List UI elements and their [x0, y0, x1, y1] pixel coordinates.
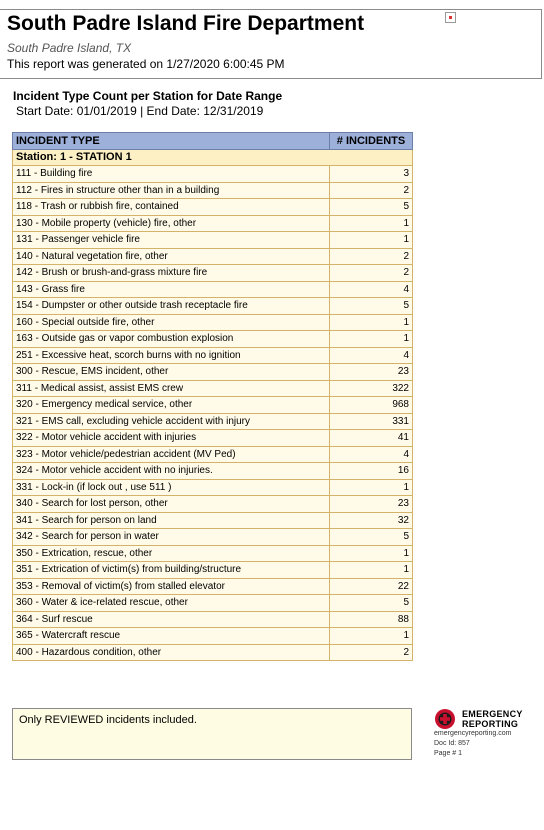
incident-count-cell: 4 — [330, 446, 413, 463]
incident-count-cell: 23 — [330, 364, 413, 381]
table-row — [13, 496, 413, 513]
table-body — [13, 149, 413, 661]
incident-count-cell: 4 — [330, 281, 413, 298]
incident-type-cell: 321 - EMS call, excluding vehicle accident with injury — [13, 413, 330, 430]
table-row — [13, 397, 413, 414]
incident-type-cell: 140 - Natural vegetation fire, other — [13, 248, 330, 265]
table-row — [13, 298, 413, 315]
table-row — [13, 314, 413, 331]
incident-count-cell: 4 — [330, 347, 413, 364]
incident-type-cell: 342 - Search for person in water — [13, 529, 330, 546]
incident-type-cell: 351 - Extrication of victim(s) from building/structure — [13, 562, 330, 579]
incident-count-cell: 41 — [330, 430, 413, 447]
incident-count-cell: 1 — [330, 215, 413, 232]
table-row — [13, 380, 413, 397]
incident-count-cell: 5 — [330, 529, 413, 546]
incident-count-cell: 1 — [330, 331, 413, 348]
broken-image-icon — [445, 12, 456, 23]
incident-type-cell: 163 - Outside gas or vapor combustion explosion — [13, 331, 330, 348]
incident-type-cell: 340 - Search for lost person, other — [13, 496, 330, 513]
incident-type-cell: 143 - Grass fire — [13, 281, 330, 298]
table-row — [13, 281, 413, 298]
incident-type-cell: 350 - Extrication, rescue, other — [13, 545, 330, 562]
incident-count-cell: 88 — [330, 611, 413, 628]
incident-count-cell: 2 — [330, 248, 413, 265]
table-row — [13, 595, 413, 612]
brand-name-line-2: REPORTING — [462, 719, 519, 729]
station-label: Station: 1 - STATION 1 — [13, 149, 413, 166]
incident-type-cell: 160 - Special outside fire, other — [13, 314, 330, 331]
table-row — [13, 331, 413, 348]
generated-timestamp: This report was generated on 1/27/2020 6:00:45 PM — [7, 57, 285, 71]
incident-count-cell: 331 — [330, 413, 413, 430]
table-row — [13, 413, 413, 430]
report-header — [0, 9, 542, 79]
incident-count-cell: 322 — [330, 380, 413, 397]
incident-count-cell: 23 — [330, 496, 413, 513]
incident-type-cell: 311 - Medical assist, assist EMS crew — [13, 380, 330, 397]
brand-website: emergencyreporting.com — [434, 730, 512, 737]
incident-type-cell: 154 - Dumpster or other outside trash receptacle fire — [13, 298, 330, 315]
review-note-text: Only REVIEWED incidents included. — [19, 714, 197, 726]
table-header-row — [13, 133, 413, 150]
incident-count-cell: 1 — [330, 232, 413, 249]
department-title: South Padre Island Fire Department — [7, 12, 365, 35]
review-note — [12, 708, 412, 760]
incident-type-cell: 322 - Motor vehicle accident with injuries — [13, 430, 330, 447]
table-row — [13, 529, 413, 546]
table-row — [13, 463, 413, 480]
table-row — [13, 248, 413, 265]
table-row — [13, 166, 413, 183]
incident-type-cell: 131 - Passenger vehicle fire — [13, 232, 330, 249]
incident-type-cell: 360 - Water & ice-related rescue, other — [13, 595, 330, 612]
incident-type-cell: 112 - Fires in structure other than in a building — [13, 182, 330, 199]
table-row — [13, 479, 413, 496]
incident-type-cell: 364 - Surf rescue — [13, 611, 330, 628]
incident-count-cell: 1 — [330, 562, 413, 579]
incident-count-cell: 968 — [330, 397, 413, 414]
brand-name-line-1: EMERGENCY — [462, 709, 523, 719]
incident-type-cell: 400 - Hazardous condition, other — [13, 644, 330, 661]
table-row — [13, 215, 413, 232]
incident-count-cell: 22 — [330, 578, 413, 595]
incident-count-cell: 32 — [330, 512, 413, 529]
report-date-range: Start Date: 01/01/2019 | End Date: 12/31/2019 — [16, 104, 264, 118]
incident-type-cell: 365 - Watercraft rescue — [13, 628, 330, 645]
page-number: Page # 1 — [434, 750, 463, 757]
department-location: South Padre Island, TX — [7, 41, 132, 55]
table-row — [13, 182, 413, 199]
incident-count-cell: 3 — [330, 166, 413, 183]
incident-count-cell: 5 — [330, 199, 413, 216]
table-row — [13, 364, 413, 381]
incident-count-cell: 1 — [330, 314, 413, 331]
incident-type-cell: 353 - Removal of victim(s) from stalled elevator — [13, 578, 330, 595]
report-title: Incident Type Count per Station for Date Range — [13, 89, 283, 103]
table-row — [13, 347, 413, 364]
table-row — [13, 446, 413, 463]
table-row — [13, 644, 413, 661]
incident-type-cell: 324 - Motor vehicle accident with no injuries. — [13, 463, 330, 480]
emergency-reporting-logo-icon — [434, 708, 456, 730]
incident-type-cell: 251 - Excessive heat, scorch burns with no ignition — [13, 347, 330, 364]
incident-count-cell: 1 — [330, 545, 413, 562]
brand-block — [434, 708, 542, 764]
table-row — [13, 562, 413, 579]
table-row — [13, 199, 413, 216]
table-row — [13, 628, 413, 645]
station-group-row — [13, 149, 413, 166]
incident-type-cell: 320 - Emergency medical service, other — [13, 397, 330, 414]
incident-count-cell: 16 — [330, 463, 413, 480]
table-row — [13, 265, 413, 282]
incident-count-cell: 5 — [330, 298, 413, 315]
table-row — [13, 545, 413, 562]
incident-count-cell: 2 — [330, 265, 413, 282]
incident-count-cell: 5 — [330, 595, 413, 612]
incident-type-cell: 111 - Building fire — [13, 166, 330, 183]
incident-count-cell: 1 — [330, 479, 413, 496]
incident-type-cell: 142 - Brush or brush-and-grass mixture fire — [13, 265, 330, 282]
brand-name — [462, 709, 523, 729]
incident-table — [12, 132, 413, 661]
doc-id: Doc Id: 857 — [434, 740, 470, 747]
column-header-incident-count: # INCIDENTS — [330, 133, 413, 150]
incident-count-cell: 2 — [330, 182, 413, 199]
table-row — [13, 578, 413, 595]
table-row — [13, 611, 413, 628]
incident-type-cell: 118 - Trash or rubbish fire, contained — [13, 199, 330, 216]
incident-type-cell: 300 - Rescue, EMS incident, other — [13, 364, 330, 381]
incident-count-cell: 2 — [330, 644, 413, 661]
incident-type-cell: 130 - Mobile property (vehicle) fire, other — [13, 215, 330, 232]
incident-type-cell: 341 - Search for person on land — [13, 512, 330, 529]
incident-type-cell: 323 - Motor vehicle/pedestrian accident (MV Ped) — [13, 446, 330, 463]
table-row — [13, 430, 413, 447]
incident-type-cell: 331 - Lock-in (if lock out , use 511 ) — [13, 479, 330, 496]
table-row — [13, 232, 413, 249]
table-row — [13, 512, 413, 529]
incident-count-cell: 1 — [330, 628, 413, 645]
column-header-incident-type: INCIDENT TYPE — [13, 133, 330, 150]
